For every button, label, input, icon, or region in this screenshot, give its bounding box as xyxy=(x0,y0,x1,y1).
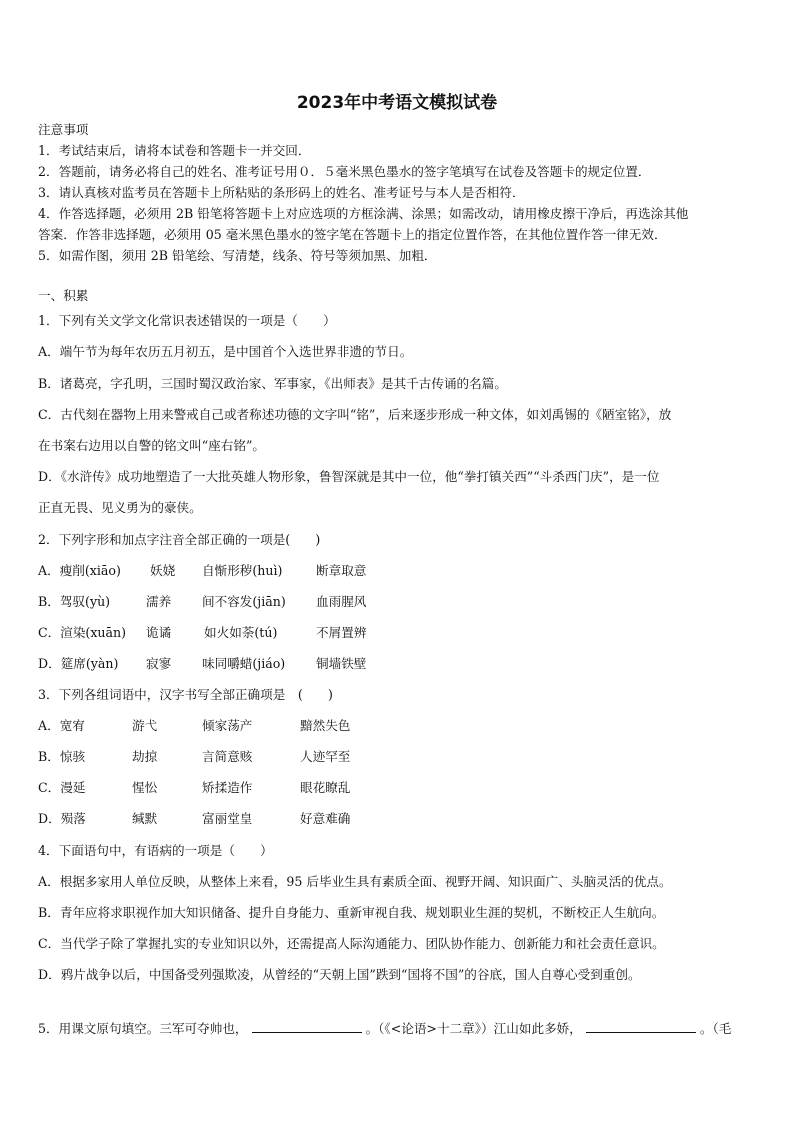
option-a-4: 黯然失色 xyxy=(300,718,351,733)
option-c-2: 诡谲 xyxy=(146,625,172,640)
option-a: A．端午节为每年农历五月初五，是中国首个入选世界非遗的节日。 xyxy=(38,344,413,359)
option-b-1: B．驾驭(yù) xyxy=(38,594,111,609)
option-a-3: 倾家荡产 xyxy=(202,718,253,733)
question-stem: 4．下面语句中，有语病的一项是（ ） xyxy=(38,843,273,858)
option-a-2: 妖娆 xyxy=(150,563,176,578)
option-a-3: 自惭形秽(huì) xyxy=(202,563,283,578)
option-b-4: 人迹罕至 xyxy=(300,749,351,764)
option-a-2: 游弋 xyxy=(132,718,158,733)
question-stem: 3．下列各组词语中，汉字书写全部正确项是 ( ) xyxy=(38,687,333,702)
option-c: C．古代刻在器物上用来警戒自己或者称述功德的文字叫“铭”，后来逐步形成一种文体，如刘禹锡的《陋室铭》，放 xyxy=(38,407,672,422)
option-b-3: 言简意赅 xyxy=(202,749,253,764)
option-d: D．《水浒传》成功地塑造了一大批英雄人物形象，鲁智深就是其中一位，他“拳打镇关西”“斗杀西门庆”，是一位 xyxy=(38,469,660,484)
option-c-1: C．漫延 xyxy=(38,780,86,795)
fill-in-text: 5．用课文原句填空。三军可夺帅也， xyxy=(38,1021,248,1036)
option-d-2: 缄默 xyxy=(132,811,158,826)
option-b: B．诸葛亮，字孔明，三国时蜀汉政治家、军事家，《出师表》是其千古传诵的名篇。 xyxy=(38,376,507,391)
fill-in-question xyxy=(38,1020,731,1037)
section-heading: 一、积累 xyxy=(38,288,89,303)
option-b-3: 间不容发(jiān) xyxy=(202,594,286,609)
option-c: C．当代学子除了掌握扎实的专业知识以外，还需提高人际沟通能力、团队协作能力、创新能力和社会责任意识。 xyxy=(38,936,665,951)
option-d-3: 味同嚼蜡(jiáo) xyxy=(202,656,286,671)
fill-in-text: 。（《<论语>十二章》）江山如此多娇， xyxy=(365,1021,582,1036)
question-stem: 1．下列有关文学文化常识表述错误的一项是（ ） xyxy=(38,313,336,328)
option-a: A．根据多家用人单位反映，从整体上来看，95 后毕业生具有素质全面、视野开阔、知识面广、头脑灵活的优点。 xyxy=(38,874,672,889)
notice-item: 4．作答选择题，必须用 2B 铅笔将答题卡上对应选项的方框涂满、涂黑；如需改动，请用橡皮擦干净后，再选涂其他 xyxy=(38,206,689,221)
page-title: 2023年中考语文模拟试卷 xyxy=(296,93,498,113)
notice-heading: 注意事项 xyxy=(38,122,89,137)
option-a-1: A．瘦削(xiāo) xyxy=(38,563,121,578)
option-d-4: 铜墙铁壁 xyxy=(316,656,367,671)
question-stem: 2．下列字形和加点字注音全部正确的一项是( ) xyxy=(38,532,321,547)
option-a-4: 断章取意 xyxy=(316,563,367,578)
notice-item: 1．考试结束后，请将本试卷和答题卡一并交回． xyxy=(38,143,311,158)
option-c-4: 不屑置辨 xyxy=(316,625,367,640)
fill-in-text: 。（毛 xyxy=(699,1021,732,1036)
option-d-4: 好意难确 xyxy=(300,811,351,826)
option-a-1: A．宽宥 xyxy=(38,718,85,733)
notice-item: 2．答题前，请务必将自己的姓名、准考证号用０．５毫米黑色墨水的签字笔填写在试卷及答题卡的规定位置． xyxy=(38,164,651,179)
option-d-1: D．筵席(yàn) xyxy=(38,656,119,671)
option-d: D．鸦片战争以后，中国备受列强欺凌，从曾经的“天朝上国”跌到“国将不国”的谷底，国人自尊心受到重创。 xyxy=(38,967,641,982)
option-c-3: 如火如荼(tú) xyxy=(204,625,278,640)
option-d-2: 寂寥 xyxy=(146,656,172,671)
option-d-1: D．殒落 xyxy=(38,811,86,826)
option-c-4: 眼花瞭乱 xyxy=(300,780,351,795)
answer-blank[interactable] xyxy=(586,1020,696,1033)
option-d-cont: 正直无畏、见义勇为的豪侠。 xyxy=(38,500,202,515)
notice-item: 5．如需作图，须用 2B 铅笔绘、写清楚，线条、符号等须加黑、加粗． xyxy=(38,248,437,263)
option-c-cont: 在书案右边用以自警的铭文叫“座右铭”。 xyxy=(38,438,265,453)
option-c-2: 惺忪 xyxy=(132,780,158,795)
option-b-2: 濡养 xyxy=(146,594,172,609)
option-b-1: B．惊骇 xyxy=(38,749,86,764)
option-d-3: 富丽堂皇 xyxy=(202,811,253,826)
notice-item: 3．请认真核对监考员在答题卡上所粘贴的条形码上的姓名、准考证号与本人是否相符． xyxy=(38,185,525,200)
option-b-2: 劫掠 xyxy=(132,749,158,764)
option-c-1: C．渲染(xuān) xyxy=(38,625,127,640)
option-b: B．青年应将求职视作加大知识储备、提升自身能力、重新审视自我、规划职业生涯的契机，不断校正人生航向。 xyxy=(38,905,665,920)
answer-blank[interactable] xyxy=(252,1020,362,1033)
option-b-4: 血雨腥风 xyxy=(316,594,367,609)
option-c-3: 矫揉造作 xyxy=(202,780,253,795)
notice-item: 答案．作答非选择题，必须用 05 毫米黑色墨水的签字笔在答题卡上的指定位置作答，在其他位置作答一律无效． xyxy=(38,227,667,242)
